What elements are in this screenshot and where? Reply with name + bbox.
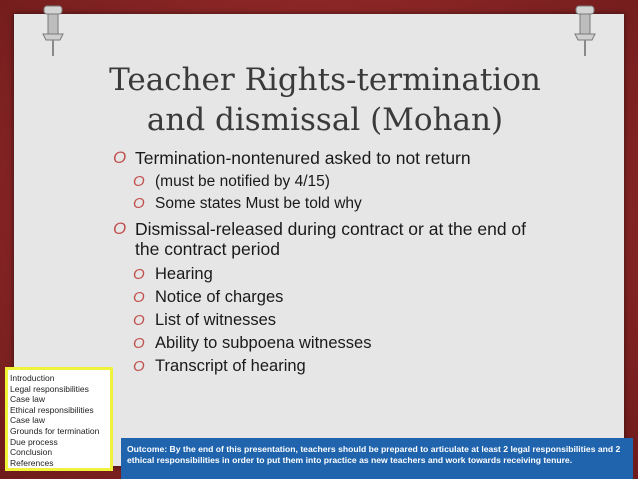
nav-link-introduction[interactable]: Introduction <box>10 373 55 383</box>
nav-link-case-law[interactable]: Case law <box>10 394 45 405</box>
bullet-marker: O <box>133 335 145 352</box>
bullet-marker: O <box>133 312 145 329</box>
sub-bullet-text: Transcript of hearing <box>155 357 306 375</box>
bullet-text: Termination-nontenured asked to not return <box>135 148 471 168</box>
pushpin-icon <box>40 4 66 58</box>
outcome-banner: Outcome: By the end of this presentation, teachers should be prepared to articulate at least 2 legal responsibilities and 2 ethical responsibilities in order to put them into practice as new teachers and work towards receiving tenure. <box>121 438 633 479</box>
bullet-marker: O <box>133 289 145 306</box>
nav-link-due-process[interactable]: Due process <box>10 436 58 447</box>
sub-bullet-item <box>113 286 543 309</box>
slide-body <box>113 148 543 378</box>
bullet-marker: O <box>133 266 145 283</box>
sub-bullet-text: Hearing <box>155 265 213 283</box>
bullet-text: Dismissal-released during contract or at the end of the contract period <box>135 219 527 259</box>
pushpin-icon <box>572 4 598 58</box>
sub-bullet-item <box>113 355 543 378</box>
sub-bullet-text: Ability to subpoena witnesses <box>155 334 372 352</box>
sub-bullet-item <box>113 332 543 355</box>
bullet-item <box>113 219 543 259</box>
sub-bullet-text: Notice of charges <box>155 288 284 306</box>
nav-link-references[interactable]: References <box>10 457 54 468</box>
sub-bullet-item <box>113 193 543 215</box>
navigation-menu <box>5 367 113 471</box>
nav-link-legal-responsibilities[interactable]: Legal responsibilities <box>10 383 89 394</box>
sub-bullet-item <box>113 263 543 286</box>
sub-bullet-item <box>113 309 543 332</box>
bullet-marker: O <box>113 219 127 238</box>
nav-link-conclusion[interactable]: Conclusion <box>10 447 53 458</box>
sub-bullet-text: (must be notified by 4/15) <box>155 173 330 190</box>
sub-bullet-text: Some states Must be told why <box>155 195 362 212</box>
nav-link-ethical-responsibilities[interactable]: Ethical responsibilities <box>10 404 94 415</box>
bullet-marker: O <box>113 148 127 167</box>
sub-bullet-item <box>113 171 543 193</box>
bullet-marker: O <box>133 173 145 190</box>
bullet-item <box>113 148 543 168</box>
nav-link-case-law-2[interactable]: Case law <box>10 415 45 426</box>
bullet-marker: O <box>133 358 145 375</box>
slide-title: Teacher Rights-termination and dismissal (Mohan) <box>109 62 541 138</box>
bullet-marker: O <box>133 195 145 212</box>
nav-link-grounds-for-termination[interactable]: Grounds for termination <box>10 425 100 436</box>
sub-bullet-text: List of witnesses <box>155 311 277 329</box>
